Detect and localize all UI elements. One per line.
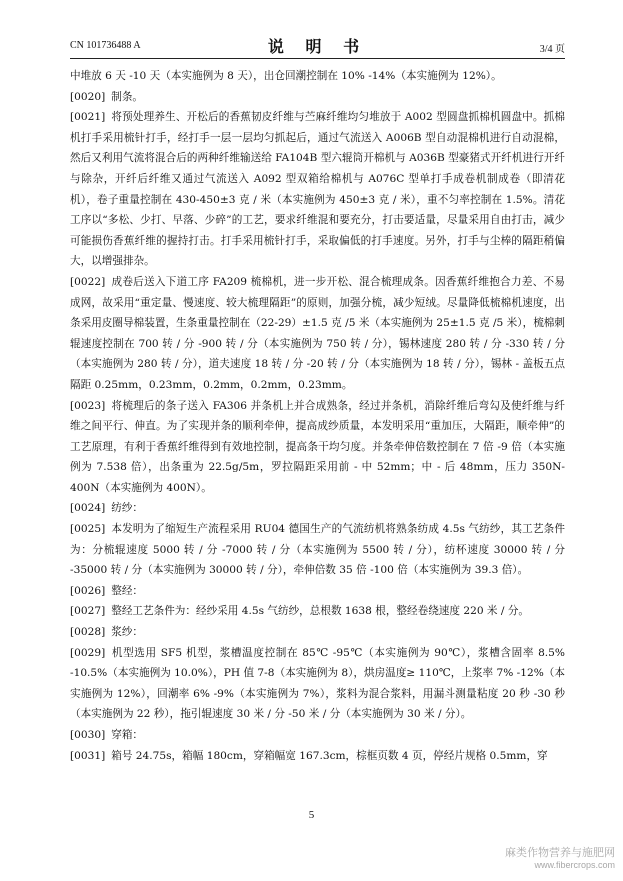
watermark-title: 麻类作物营养与施肥网 <box>505 846 615 859</box>
paragraph <box>70 581 565 602</box>
paragraph-number: [0023] <box>70 399 106 412</box>
page-indicator: 3/4 页 <box>539 44 565 55</box>
document-body <box>70 66 565 766</box>
paragraph-text: 穿箱： <box>111 729 144 741</box>
paragraph <box>70 519 565 581</box>
paragraph-number: [0024] <box>70 502 106 515</box>
page-number: 5 <box>308 809 315 821</box>
paragraph-number: [0030] <box>70 729 106 741</box>
paragraph <box>70 498 565 519</box>
paragraph-number: [0028] <box>70 626 106 639</box>
paragraph <box>70 601 565 622</box>
paragraph <box>70 643 565 725</box>
page-header <box>70 34 565 56</box>
paragraph <box>70 622 565 643</box>
paragraph-number: [0026] <box>70 584 106 597</box>
paragraph-text: 本发明为了缩短生产流程采用 RU04 德国生产的气流纺机将熟条纺成 4.5s 气纺纱，其工艺条件为：分梳辊速度 5000 转 / 分 -7000 转 / 分（本实施例为 5500 转 / 分），纺杯速度 30000 转 / 分 -35000 转 / 分（本实施例为 30000 转 / 分），牵伸倍数 35 倍 -100 倍（本实施例为 39.3 倍）。 <box>70 523 565 577</box>
header-rule <box>70 58 565 59</box>
patent-number: CN 101736488 A <box>70 40 141 51</box>
watermark-url: www.fibercrops.com <box>534 860 615 870</box>
paragraph-text: 将梳理后的条子送入 FA306 并条机上并合成熟条，经过并条机，消除纤维后弯勾及使纤维与纤维之间平行、伸直。为了实现并条的顺利牵伸，提高成纱质量，本发明采用“重加压，大隔距，顺牵伸”的工艺原理，有利于香蕉纤维得到有效地控制，提高条干均匀度。并条牵伸倍数控制在 7 倍 -9 倍（本实施例为 7.538 倍），出条重为 22.5g/5m，罗拉隔距采用前 - 中 52mm；中 - 后 48mm，压力 350N-400N（本实施例为 400N）。 <box>70 399 565 494</box>
paragraph-text: 中堆放 6 天 -10 天（本实施例为 8 天），出仓回潮控制在 10% -14%（本实施例为 12%）。 <box>70 70 502 82</box>
paragraph-text: 整经工艺条件为：经纱采用 4.5s 气纺纱，总根数 1638 根，整经卷绕速度 220 米 / 分。 <box>111 605 530 618</box>
paragraph-number: [0021] <box>70 111 106 124</box>
paragraph-text: 纺纱： <box>111 502 144 515</box>
paragraph-text: 将预处理养生、开松后的香蕉韧皮纤维与苎麻纤维均匀堆放于 A002 型圆盘抓棉机圆盘中。抓棉机打手采用梳针打手，经打手一层一层均匀抓起后，通过气流送入 A006B 型自动混棉机进行自动混棉，然后又利用气流将混合后的两种纤维输送给 FA104B 型六辊筒开棉机与 A036B 型豪猪式开纤机进行开纤与除杂，开纤后纤维又通过气流送入 A092 型双箱给棉机与 A076C 型单打手成卷机制成卷（即清花机），卷子重量控制在 430-450±3 克 / 米（本实施例为 450±3 克 / 米），重不匀率控制在 1.5%。清花工序以“多松、少打、早落、少碎”的工艺，要求纤维混和要充分，打击要适量，尽量采用自由打击，减少可能损伤香蕉纤维的握持打击。打手采用梳针打手，采取偏低的打手速度。另外，打手与尘棒的隔距稍偏大，以增强排杂。 <box>70 111 565 268</box>
paragraph-number: [0031] <box>70 749 106 762</box>
paragraph <box>70 746 565 767</box>
paragraph-number: [0020] <box>70 90 106 103</box>
paragraph-number: [0022] <box>70 275 106 288</box>
document-title: 说 明 书 <box>267 37 368 56</box>
paragraph-number: [0029] <box>70 646 106 659</box>
paragraph <box>70 272 565 396</box>
paragraph-text: 成卷后送入下道工序 FA209 梳棉机，进一步开松、混合梳理成条。因香蕉纤维抱合力差、不易成网，故采用“重定量、慢速度、较大梳理隔距”的原则，加强分梳，减少短绒。尽量降低梳棉机速度，出条采用皮圈导棉装置，生条重量控制在（22-29）±1.5 克 /5 米（本实施例为 25±1.5 克 /5 米），梳棉刺辊速度控制在 700 转 / 分 -900 转 / 分（本实施例为 750 转 / 分），锡林速度 280 转 / 分 -330 转 / 分（本实施例为 280 转 / 分），道夫速度 18 转 / 分 -20 转 / 分（本实施例为 18 转 / 分），锡林 - 盖板五点隔距 0.25mm，0.23mm，0.2mm，0.2mm，0.23mm。 <box>70 275 565 391</box>
paragraph <box>70 107 565 272</box>
paragraph <box>70 396 565 499</box>
paragraph-number: [0027] <box>70 605 106 618</box>
paragraph-text: 箱号 24.75s，箱幅 180cm，穿箱幅宽 167.3cm，棕框页数 4 页，停经片规格 0.5mm，穿 <box>111 749 548 762</box>
paragraph <box>70 66 565 87</box>
paragraph-text: 制条。 <box>111 90 144 103</box>
paragraph <box>70 87 565 108</box>
paragraph-text: 整经： <box>111 584 144 597</box>
site-watermark <box>505 844 615 870</box>
paragraph-text: 浆纱： <box>111 626 144 639</box>
paragraph-text: 机型选用 SF5 机型，浆槽温度控制在 85℃ -95℃（本实施例为 90℃），浆槽含固率 8.5% -10.5%（本实施例为 10.0%），PH 值 7-8（本实施例为 8），烘房温度≥ 110℃，上浆率 7% -12%（本实施例为 12%），回潮率 6% -9%（本实施例为 7%），浆料为混合浆料，用漏斗测量粘度 20 秒 -30 秒（本实施例为 22 秒），拖引辊速度 30 米 / 分 -50 米 / 分（本实施例为 30 米 / 分）。 <box>70 646 565 721</box>
paragraph <box>70 725 565 746</box>
paragraph-number: [0025] <box>70 523 106 536</box>
